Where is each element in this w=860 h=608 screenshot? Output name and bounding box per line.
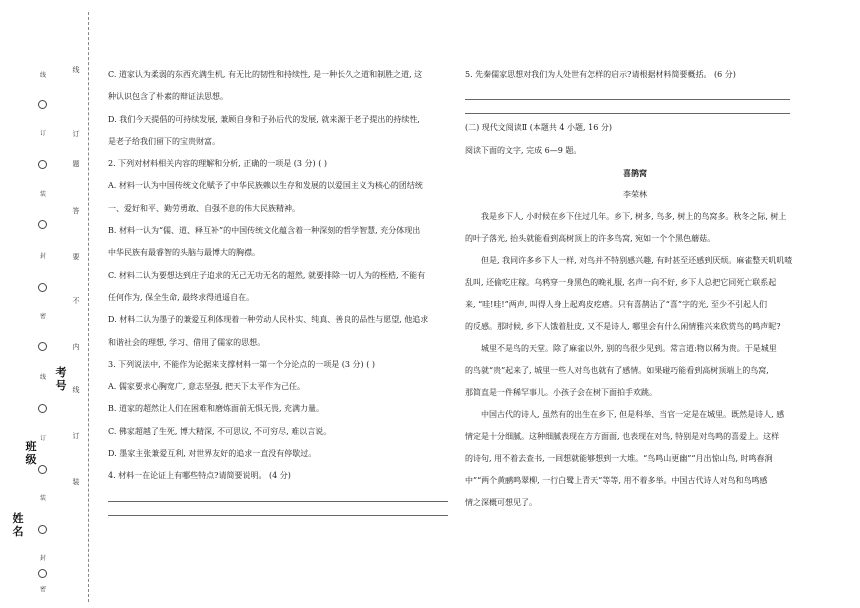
- binding-margin: [0, 0, 100, 608]
- article-author: 李荣林: [623, 189, 647, 199]
- answer-line[interactable]: [465, 104, 790, 114]
- binding-hole: [38, 525, 47, 534]
- answer-line[interactable]: [108, 506, 448, 516]
- cut-char: 装: [39, 191, 46, 198]
- fold-char: 要: [72, 253, 80, 261]
- binding-hole: [38, 342, 47, 351]
- paragraph-line: 但是, 我同许多乡下人一样, 对鸟并不特别感兴趣, 有时甚至还感到厌烦。麻雀整天叽叽喳: [481, 255, 793, 265]
- binding-hole: [38, 160, 47, 169]
- paragraph-line: 情定是十分细腻。这种细腻表现在方方面面, 也表现在对鸟, 特别是对鸟鸣的喜爱上。这样: [465, 431, 780, 441]
- binding-hole: [38, 569, 47, 578]
- option-d: D. 材料二认为墨子的兼爱互利体现着一种劳动人民朴实、纯真、善良的品性与愿望, 他追求: [108, 315, 429, 325]
- cut-char: 订: [39, 435, 46, 442]
- instruction: 阅读下面的文字, 完成 6—9 题。: [465, 145, 582, 155]
- binding-hole: [38, 100, 47, 109]
- question-2: 2. 下列对材料相关内容的理解和分析, 正确的一项是 (3 分) ( ): [108, 159, 328, 169]
- fold-char: 装: [72, 478, 80, 486]
- binding-hole: [38, 465, 47, 474]
- question-5: 5. 先秦儒家思想对我们为人处世有怎样的启示?请根据材料简要概括。 (6 分): [465, 70, 736, 79]
- text-line: 任何作为, 保全生命, 最终求得逍遥自在。: [108, 292, 255, 302]
- text-line: 和谐社会的理想, 学习、借用了儒家的思想。: [108, 337, 266, 347]
- cut-char: 封: [39, 555, 46, 562]
- paragraph-line: 来, “哇!哇!”两声, 叫得人身上起鸡皮疙瘩。只有喜鹊沾了“喜”字的光, 至少不引起人们: [465, 299, 768, 309]
- text-line: 种认识包含了朴素的辩证法思想。: [108, 92, 228, 102]
- paragraph-line: 中国古代的诗人, 虽然有的出生在乡下, 但是科举、当官一定是在城里。既然是诗人, 感: [481, 409, 785, 419]
- article-title: 喜鹊窝: [623, 167, 647, 178]
- option-b: B. 道家的超然让人们在困难和磨炼面前无惧无畏, 充满力量。: [108, 404, 325, 414]
- text-line: 一、爱好和平、勤劳勇敢、自强不息的伟大民族精神。: [108, 203, 300, 213]
- paragraph-line: 我是乡下人, 小时候在乡下住过几年。乡下, 树多, 鸟多, 树上的鸟窝多。秋冬之际, 树上: [481, 211, 787, 221]
- fold-char: 题: [72, 160, 80, 168]
- text-line: 是老子给我们留下的宝贵财富。: [108, 136, 220, 146]
- option-a: A. 儒家要求心胸宽广, 意志坚强, 把天下太平作为己任。: [108, 382, 306, 392]
- cut-char: 封: [39, 253, 46, 260]
- fold-char: 答: [72, 207, 80, 215]
- option-c: C. 佛家超越了生死, 博大精深, 不可思议, 不可穷尽, 难以言说。: [108, 426, 332, 436]
- binding-hole: [38, 283, 47, 292]
- fold-char: 线: [72, 386, 80, 394]
- option-b: B. 材料一认为“儒、道、释互补”的中国传统文化蕴含着一种深刻的哲学智慧, 充分体现出: [108, 226, 421, 236]
- binding-hole: [38, 404, 47, 413]
- text-line: D. 我们今天提倡的可持续发展, 兼顾自身和子孙后代的发展, 就来源于老子提出的持续性,: [108, 114, 420, 124]
- cut-char: 密: [39, 313, 46, 320]
- option-d: D. 墨家主张兼爱互利, 对世界友好的追求一直没有停歇过。: [108, 449, 317, 459]
- cut-char: 线: [39, 374, 46, 381]
- paragraph-line: 情之深概可想见了。: [465, 497, 537, 507]
- paragraph-line: 的反感。那时候, 乡下人饿着肚皮, 又不是诗人, 哪里会有什么闲情雅兴来欣赏鸟的鸣声呢?: [465, 321, 781, 331]
- paragraph-line: 的诗句, 用不着去查书, 一回想就能够想到一大堆。“鸟鸣山更幽”“月出惊山鸟, 时鸣春涧: [465, 453, 773, 463]
- right-column: [465, 64, 805, 514]
- fold-char: 订: [72, 432, 80, 440]
- cut-char: 装: [39, 495, 46, 502]
- paragraph-line: 的鸟就“贵”起来了, 城里一些人对鸟也就有了感情。如果碰巧能看到高树顶端上的鸟窝,: [465, 365, 769, 375]
- fold-char: 内: [72, 343, 80, 351]
- binding-hole: [38, 220, 47, 229]
- exam-number-label: 考号: [55, 366, 67, 392]
- option-a: A. 材料一认为中国传统文化赋予了中华民族赖以生存和发展的以爱国主义为核心的团结统: [108, 181, 423, 191]
- cut-char: 线: [39, 72, 46, 79]
- fold-char: 不: [72, 297, 80, 305]
- class-label: 班级: [25, 440, 37, 466]
- name-label: 姓名: [12, 512, 24, 538]
- paragraph-line: 乱叫, 还偷吃庄稼。乌鸦穿一身黑色的晚礼服, 名声一向不好, 乡下人总把它同死亡联系起: [465, 277, 777, 287]
- question-4: 4. 材料一在论证上有哪些特点?请简要说明。 (4 分): [108, 471, 291, 481]
- left-column: [108, 64, 448, 519]
- section-heading: (二) 现代文阅读Ⅱ (本题共 4 小题, 16 分): [465, 123, 612, 133]
- answer-line[interactable]: [108, 492, 448, 502]
- paragraph-line: 中”“两个黄鹂鸣翠柳, 一行白鹭上青天”等等, 用不着多举。中国古代诗人对鸟和鸟鸣感: [465, 475, 768, 485]
- text-line: C. 道家认为柔弱的东西充满生机, 有无比的韧性和持续性, 是一种长久之道和制胜之道, 这: [108, 70, 423, 79]
- paragraph-line: 那简直是一件稀罕事儿。小孩子会在树下面拍手欢跳。: [465, 387, 657, 397]
- text-line: 中华民族有最睿智的头脑与最博大的胸襟。: [108, 248, 260, 258]
- cut-char: 订: [39, 130, 46, 137]
- question-3: 3. 下列说法中, 不能作为论据来支撑材料一第一个分论点的一项是 (3 分) ( ): [108, 359, 376, 369]
- paragraph-line: 城里不是鸟的天堂。除了麻雀以外, 别的鸟很少见到。常言道:物以稀为贵。于是城里: [481, 343, 777, 353]
- binding-line: [88, 12, 89, 602]
- fold-char: 订: [72, 130, 80, 138]
- cut-char: 密: [39, 586, 46, 593]
- paragraph-line: 的叶子落光, 抬头就能看到高树顶上的许多鸟窝, 宛如一个个黑色蘑菇。: [465, 233, 716, 243]
- answer-line[interactable]: [465, 90, 790, 100]
- option-c: C. 材料二认为要想达到庄子追求的无己无功无名的超然, 就要排除一切人为的桎梏, 不能有: [108, 270, 426, 280]
- fold-char: 线: [72, 66, 80, 74]
